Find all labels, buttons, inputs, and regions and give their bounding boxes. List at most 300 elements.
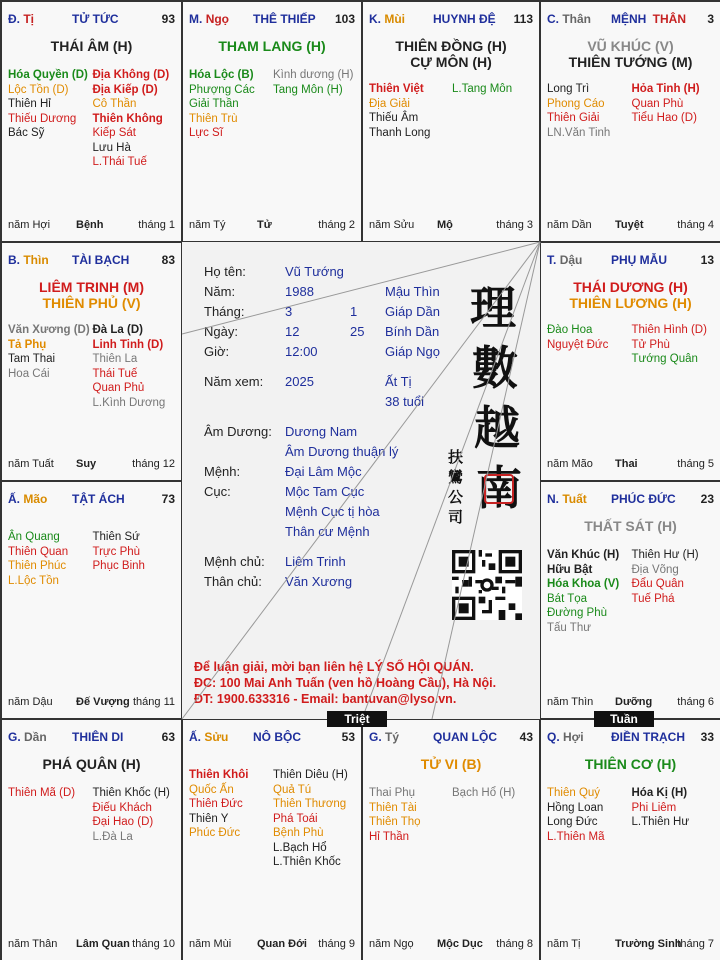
palace-number: 33 [700, 730, 714, 744]
minor-star: Thiên Hình (D) [631, 324, 707, 336]
palace-footer [369, 219, 533, 233]
minor-star: Thiên Đức [189, 798, 243, 810]
center-info-panel [182, 242, 540, 719]
palace-stage: Trường Sinh [615, 938, 682, 950]
palace-name: ĐIỀN TRẠCH [611, 730, 685, 744]
palace-month: tháng 12 [132, 458, 175, 470]
palace-number: 13 [700, 253, 714, 267]
nam-xem-label: Năm xem: [204, 374, 264, 389]
cuc-note-2: Thân cư Mệnh [285, 524, 370, 539]
minor-star: Tuế Phá [631, 592, 675, 605]
palace-footer [8, 219, 175, 233]
palace-branch: Mùi [384, 12, 406, 26]
thang-label: Tháng: [204, 304, 245, 319]
star-column-left [369, 82, 452, 140]
palace-branch: Dần [24, 730, 47, 744]
minor-star: Lộc Tồn (D) [8, 83, 69, 96]
palace-name: PHÚC ĐỨC [611, 492, 676, 506]
palace-branch: Thân [562, 12, 592, 26]
minor-star: Thiên Trù [189, 112, 238, 125]
tuoi-value: 38 tuổi [385, 394, 425, 409]
palace-stage: Lâm Quan [76, 938, 130, 950]
minor-star: L.Thiên Khốc [273, 856, 341, 868]
palace-number: 113 [513, 12, 533, 26]
nam-value: 1988 [285, 284, 314, 299]
palace-branch: Mão [23, 492, 48, 506]
palace-footer [8, 696, 175, 710]
minor-star: L.Tang Môn [452, 83, 513, 95]
minor-star: Linh Tinh (D) [92, 338, 164, 351]
main-stars [541, 279, 720, 311]
nam-label: Năm: [204, 284, 236, 299]
minor-star: Đào Hoa [547, 324, 593, 336]
palace-header [369, 12, 533, 28]
palace-header [8, 492, 175, 508]
main-star: THIÊN TƯỚNG (M) [568, 54, 693, 70]
main-stars [363, 38, 539, 70]
palace-header [369, 730, 533, 746]
minor-stars [547, 82, 716, 140]
palace-position [547, 253, 582, 267]
palace-footer [8, 938, 175, 952]
star-column-left [189, 68, 273, 141]
palace-name: QUAN LỘC [433, 730, 497, 744]
star-column-left [369, 786, 452, 844]
cuc-note-1: Mệnh Cục tị hòa [285, 504, 380, 519]
thang-am-value: 1 [350, 304, 358, 319]
palace-stage: Suy [76, 458, 97, 470]
minor-star: Kình dương (H) [273, 69, 354, 81]
than-chu-label: Thân chủ: [204, 574, 262, 589]
palace-month: tháng 5 [677, 458, 714, 470]
palace-number: 3 [707, 12, 714, 26]
palace-stem: T. [547, 253, 557, 267]
main-stars [2, 756, 181, 772]
minor-star: Ân Quang [8, 531, 60, 543]
palace-year: năm Tị [547, 938, 581, 950]
palace-footer [547, 219, 714, 233]
seal-char-4: 南 [476, 461, 522, 515]
palace-number: 103 [334, 12, 355, 26]
contact-line-3: ĐT: 1900.633316 - Email: bantuvan@lyso.vn. [194, 692, 457, 706]
palace-cell-dan[interactable] [1, 719, 182, 960]
minor-star: Bệnh Phù [273, 827, 324, 839]
main-star: CỰ MÔN (H) [410, 54, 492, 70]
palace-month: tháng 3 [496, 219, 533, 231]
palace-branch: Sửu [204, 730, 229, 744]
minor-star: Thiên Hư (H) [631, 549, 699, 561]
main-stars [2, 279, 181, 311]
star-column-right [273, 768, 357, 870]
menh-value: Đại Lâm Mộc [285, 464, 362, 479]
minor-star: Thanh Long [369, 126, 431, 139]
minor-star: Thiên Hỉ [8, 98, 51, 110]
palace-position [369, 12, 405, 26]
palace-name: PHỤ MẪU [611, 253, 667, 267]
palace-stage: Tuyệt [615, 219, 644, 231]
palace-header [547, 730, 714, 746]
minor-star: L.Lộc Tồn [8, 574, 59, 587]
minor-star: Thiên Tài [369, 801, 417, 814]
triet-badge: Triệt [327, 711, 387, 727]
am-duong-note: Âm Dương thuận lý [285, 444, 399, 459]
minor-star: Điếu Khách [92, 801, 152, 814]
tuan-badge: Tuần [594, 711, 654, 727]
palace-year: năm Tý [189, 219, 226, 231]
minor-star: Văn Khúc (H) [547, 549, 620, 561]
palace-year: năm Ngọ [369, 938, 414, 950]
seal-side-3: 公 [448, 488, 464, 506]
palace-month: tháng 9 [318, 938, 355, 950]
minor-star: Thiên Khôi [189, 769, 249, 781]
palace-year: năm Mùi [189, 938, 232, 950]
palace-stage: Đế Vượng [76, 696, 130, 708]
palace-name: MỆNH [611, 12, 647, 26]
main-star: THAM LANG (H) [218, 38, 326, 54]
minor-stars [369, 786, 535, 844]
palace-month: tháng 7 [677, 938, 714, 950]
palace-month: tháng 6 [677, 696, 714, 708]
palace-branch: Tý [385, 730, 400, 744]
minor-star: Thiên Sứ [92, 531, 140, 543]
star-column-left [547, 323, 632, 367]
ngay-value: 12 [285, 324, 300, 339]
minor-star: L.Bạch Hổ [273, 841, 327, 854]
palace-footer [189, 938, 355, 952]
palace-footer [369, 938, 533, 952]
palace-header [8, 253, 175, 269]
minor-star: Thiếu Âm [369, 112, 419, 124]
palace-footer [547, 458, 714, 472]
star-column-right [452, 82, 535, 140]
palace-number: 63 [161, 730, 175, 744]
minor-star: L.Thiên Hư [631, 816, 690, 828]
star-column-left [189, 768, 273, 870]
palace-header [547, 12, 714, 28]
minor-star: Hỏa Tinh (H) [631, 83, 700, 95]
minor-star: Thiên Không [92, 112, 163, 125]
minor-star: Phượng Các [189, 83, 255, 96]
minor-stars [8, 68, 177, 170]
palace-stem: Ấ. [189, 730, 201, 744]
star-column-left [8, 323, 93, 410]
palace-stage: Thai [615, 458, 638, 470]
main-star: PHÁ QUÂN (H) [42, 756, 141, 772]
palace-header [547, 492, 714, 508]
minor-star: Thiên Thương [273, 798, 347, 810]
minor-star: Long Đức [547, 816, 598, 828]
palace-position [8, 730, 47, 744]
seal-char-1: 理 [470, 281, 516, 335]
minor-star: Thiên Thọ [369, 816, 421, 828]
minor-star: Hỉ Thần [369, 830, 410, 843]
minor-star: Địa Giải [369, 97, 410, 110]
minor-stars [8, 530, 177, 588]
minor-star: Phong Cáo [547, 97, 605, 110]
palace-year: năm Hợi [8, 219, 51, 231]
palace-year: năm Dậu [8, 696, 53, 708]
palace-number: 43 [519, 730, 533, 744]
palace-year: năm Sửu [369, 219, 415, 231]
minor-star: Thiên Mã (D) [8, 787, 76, 799]
minor-stars [189, 768, 357, 870]
palace-position [189, 12, 229, 26]
minor-stars [8, 786, 177, 844]
main-stars [541, 38, 720, 70]
palace-month: tháng 4 [677, 219, 714, 231]
minor-star: Nguyệt Đức [547, 338, 609, 351]
star-column-right [93, 323, 178, 410]
palace-position [8, 492, 47, 506]
main-star: TỬ VI (B) [420, 756, 482, 772]
star-column-right [632, 82, 717, 140]
star-column-left [8, 530, 93, 588]
minor-star: Đẩu Quân [631, 578, 684, 590]
minor-star: Quả Tú [273, 783, 312, 796]
minor-star: Trực Phù [92, 545, 141, 558]
minor-star: Địa Võng [631, 563, 679, 576]
menh-chu-value: Liêm Trinh [285, 554, 346, 569]
cuc-value: Mộc Tam Cục [285, 484, 365, 499]
palace-number: 93 [161, 12, 175, 26]
palace-branch: Tị [23, 12, 35, 26]
palace-cell-than[interactable] [540, 1, 720, 242]
minor-star: Địa Kiếp (D) [92, 83, 158, 96]
minor-star: Tướng Quân [631, 353, 698, 365]
palace-stem: M. [189, 12, 203, 26]
nam-xem-can-chi: Ất Tị [385, 374, 412, 389]
palace-year: năm Mão [547, 458, 593, 470]
minor-star: Cô Thần [92, 98, 137, 110]
minor-star: Tử Phù [631, 338, 670, 351]
palace-month: tháng 1 [138, 219, 175, 231]
palace-number: 53 [341, 730, 355, 744]
palace-cell-dau[interactable] [540, 242, 720, 481]
palace-year: năm Dần [547, 219, 592, 231]
seal-char-2: 數 [472, 341, 518, 395]
minor-star: Quan Phù [631, 97, 684, 110]
palace-stem: B. [8, 253, 20, 267]
palace-number: 83 [161, 253, 175, 267]
palace-name: TÀI BẠCH [72, 253, 130, 267]
minor-star: Đà La (D) [92, 324, 143, 336]
minor-star: Phúc Đức [189, 827, 241, 839]
gio-can-chi: Giáp Ngọ [385, 344, 440, 359]
than-marker: THÂN [652, 12, 686, 26]
nam-can-chi: Mậu Thìn [385, 284, 440, 299]
minor-star: Thiên La [92, 353, 138, 365]
minor-star: Tam Thai [8, 353, 56, 365]
star-column-right [632, 548, 717, 635]
palace-cell-mao[interactable] [1, 481, 182, 719]
minor-star: Quan Phủ [92, 382, 145, 394]
star-column-right [93, 786, 178, 844]
palace-year: năm Tuất [8, 458, 54, 470]
minor-stars [547, 786, 716, 844]
minor-star: Bát Tọa [547, 592, 588, 605]
palace-name: NÔ BỘC [253, 730, 301, 744]
palace-cell-ty[interactable] [362, 719, 540, 960]
palace-header [189, 730, 355, 746]
palace-month: tháng 2 [318, 219, 355, 231]
minor-star: Hóa Khoa (V) [547, 578, 620, 590]
minor-star: Văn Xương (D) [8, 324, 90, 336]
palace-branch: Hợi [563, 730, 584, 744]
menh-chu-label: Mệnh chủ: [204, 554, 265, 569]
palace-position [547, 12, 591, 26]
palace-year: năm Thân [8, 938, 58, 950]
minor-stars [189, 68, 357, 141]
seal-side-2: 鸞 [448, 468, 464, 486]
palace-branch: Dậu [559, 253, 583, 267]
minor-star: Thái Tuế [92, 367, 138, 380]
palace-stage: Tử [257, 219, 272, 231]
star-column-left [8, 786, 93, 844]
am-duong-label: Âm Dương: [204, 424, 272, 439]
am-duong-value: Dương Nam [285, 424, 358, 439]
palace-stem: K. [369, 12, 381, 26]
minor-star: Hữu Bật [547, 563, 593, 576]
palace-footer [547, 696, 714, 710]
palace-number: 73 [161, 492, 175, 506]
minor-star: L.Kình Dương [92, 396, 166, 409]
palace-branch: Ngọ [205, 12, 230, 26]
minor-star: Tiểu Hao (D) [631, 112, 697, 124]
minor-star: Thiên Y [189, 812, 229, 825]
main-star: THIÊN PHỦ (V) [42, 295, 141, 311]
minor-star: Giải Thần [189, 98, 239, 110]
palace-year: năm Thìn [547, 696, 594, 708]
palace-cell-ngo[interactable] [182, 1, 362, 242]
palace-stem: Ấ. [8, 492, 20, 506]
palace-cell-hoi[interactable] [540, 719, 720, 960]
minor-star: Bạch Hổ (H) [452, 787, 516, 799]
palace-stem: G. [8, 730, 21, 744]
nam-xem-value: 2025 [285, 374, 314, 389]
main-star: THẤT SÁT (H) [584, 518, 677, 534]
ngay-am-value: 25 [350, 324, 365, 339]
minor-star: Bác Sỹ [8, 127, 45, 139]
minor-star: Hóa Kị (H) [631, 787, 688, 799]
palace-stage: Bệnh [76, 219, 104, 231]
contact-line-1: Để luận giải, mời bạn liên hệ LÝ SỐ HỘI QUÁN. [194, 660, 474, 674]
palace-number: 23 [700, 492, 714, 506]
main-star: THÁI DƯƠNG (H) [573, 279, 688, 295]
minor-star: L.Thái Tuế [92, 156, 147, 168]
palace-header [8, 12, 175, 28]
minor-star: Kiếp Sát [92, 127, 136, 139]
palace-header [8, 730, 175, 746]
minor-stars [369, 82, 535, 140]
palace-stage: Dưỡng [615, 696, 653, 708]
star-column-right [632, 786, 717, 844]
minor-star: Phi Liêm [631, 801, 677, 814]
ho-ten-label: Họ tên: [204, 264, 246, 279]
qr-code[interactable] [452, 550, 522, 620]
minor-stars [547, 323, 716, 367]
star-column-right [93, 530, 178, 588]
palace-cell-tuat[interactable] [540, 481, 720, 719]
main-star: VŨ KHÚC (V) [587, 38, 674, 54]
main-stars [183, 38, 361, 54]
seal-side-1: 扶 [448, 448, 464, 466]
thang-value: 3 [285, 304, 293, 319]
minor-star: Phá Toái [273, 812, 318, 825]
seal-side-4: 司 [448, 508, 464, 526]
palace-cell-ti[interactable] [1, 1, 182, 242]
palace-stem: G. [369, 730, 382, 744]
ngay-label: Ngày: [204, 324, 238, 339]
minor-star: Hồng Loan [547, 801, 604, 814]
palace-name: HUYNH ĐỆ [433, 12, 496, 26]
minor-star: Thiên Khốc (H) [92, 787, 170, 799]
star-column-left [547, 786, 632, 844]
minor-star: Quốc Ấn [189, 783, 234, 796]
palace-cell-suu[interactable] [182, 719, 362, 960]
palace-stem: Đ. [8, 12, 20, 26]
minor-star: Hoa Cái [8, 367, 50, 380]
main-star: THIÊN CƠ (H) [584, 756, 677, 772]
main-star: THÁI ÂM (H) [50, 38, 133, 54]
minor-star: Tấu Thư [547, 621, 591, 634]
main-stars [2, 38, 181, 54]
palace-stem: C. [547, 12, 559, 26]
palace-stage: Mộ [437, 219, 453, 231]
palace-month: tháng 10 [132, 938, 175, 950]
palace-cell-thin[interactable] [1, 242, 182, 481]
main-star: THIÊN LƯƠNG (H) [569, 295, 692, 311]
palace-name: THIÊN DI [72, 730, 124, 744]
minor-star: L.Đà La [92, 830, 133, 843]
palace-position [369, 730, 399, 744]
main-stars [541, 518, 720, 534]
palace-name: TỬ TỨC [72, 12, 119, 26]
minor-star: Long Trì [547, 83, 590, 95]
palace-month: tháng 11 [132, 696, 175, 708]
star-column-left [547, 548, 632, 635]
minor-star: Lực Sĩ [189, 127, 223, 139]
star-column-right [632, 323, 717, 367]
cuc-label: Cục: [204, 484, 231, 499]
main-stars [363, 756, 539, 772]
seal-char-3: 越 [474, 401, 520, 455]
palace-branch: Tuất [562, 492, 587, 506]
minor-star: Hóa Lộc (B) [189, 69, 254, 81]
gio-value: 12:00 [285, 344, 318, 359]
minor-star: Hóa Quyền (D) [8, 69, 88, 81]
minor-star: Thai Phụ [369, 787, 416, 799]
star-column-right [93, 68, 178, 170]
palace-stem: Q. [547, 730, 560, 744]
palace-header [547, 253, 714, 269]
palace-stage: Quan Đới [257, 938, 307, 950]
ngay-can-chi: Bính Dần [385, 324, 440, 339]
minor-star: Thiên Quý [547, 787, 601, 799]
minor-star: Địa Không (D) [92, 69, 170, 81]
minor-star: Thiên Việt [369, 83, 424, 95]
minor-star: Phục Binh [92, 560, 145, 572]
palace-cell-mui[interactable] [362, 1, 540, 242]
minor-star: Lưu Hà [92, 141, 131, 154]
red-stamp [484, 474, 514, 504]
palace-position [547, 730, 584, 744]
palace-position [8, 253, 49, 267]
minor-star: Tả Phụ [8, 338, 47, 351]
palace-footer [8, 458, 175, 472]
star-column-right [452, 786, 535, 844]
menh-label: Mệnh: [204, 464, 241, 479]
palace-position [189, 730, 228, 744]
